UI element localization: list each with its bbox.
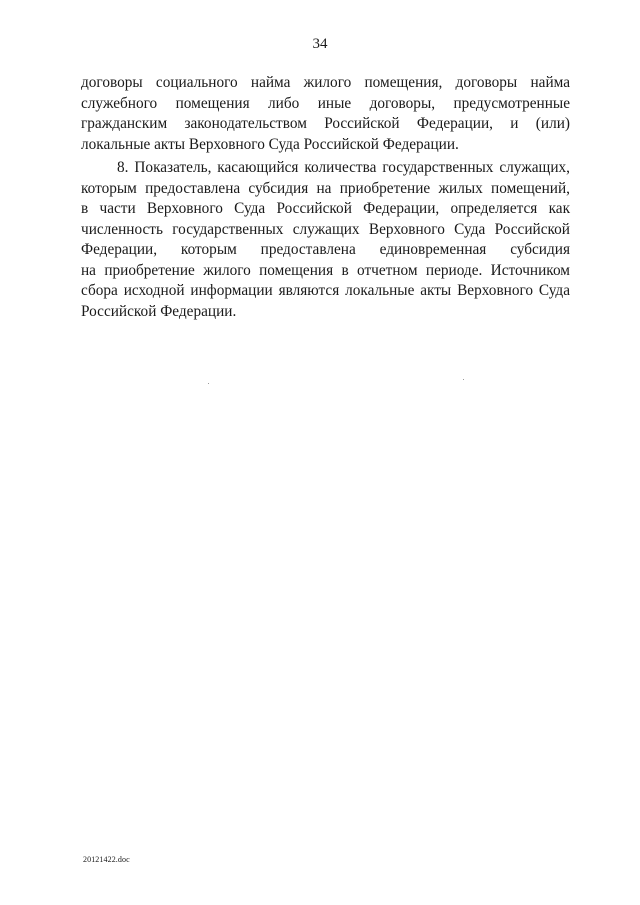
- text-line: численность государственных служащих Верховного Суда Российской: [81, 220, 570, 238]
- text-line: служебного помещения либо иные договоры, предусмотренные: [81, 94, 570, 112]
- scan-speck: [463, 379, 464, 380]
- text-line: Федерации, которым предоставлена единовременная субсидия: [81, 241, 570, 258]
- text-line: на приобретение жилого помещения в отчетном периоде. Источником: [81, 261, 570, 279]
- document-body: [81, 73, 570, 322]
- scan-speck: [208, 383, 209, 384]
- text-line: которым предоставлена субсидия на приобретение жилых помещений,: [81, 179, 570, 197]
- text-line: сбора исходной информации являются локальные акты Верховного Суда: [81, 282, 570, 299]
- text-line: договоры социального найма жилого помещения, договоры найма: [81, 74, 570, 91]
- text-line: в части Верховного Суда Российской Федерации, определяется как: [81, 200, 570, 217]
- text-line: Российской Федерации.: [81, 302, 237, 320]
- page-number: 34: [312, 36, 328, 52]
- paragraph-1: [81, 73, 570, 155]
- text-line: локальные акты Верховного Суда Российской Федерации.: [81, 135, 459, 153]
- file-name-footer: 20121422.doc: [83, 855, 130, 864]
- text-line: 8. Показатель, касающийся количества государственных служащих,: [117, 159, 570, 176]
- paragraph-2: [81, 158, 570, 322]
- text-line: гражданским законодательством Российской Федерации, и (или): [81, 115, 570, 132]
